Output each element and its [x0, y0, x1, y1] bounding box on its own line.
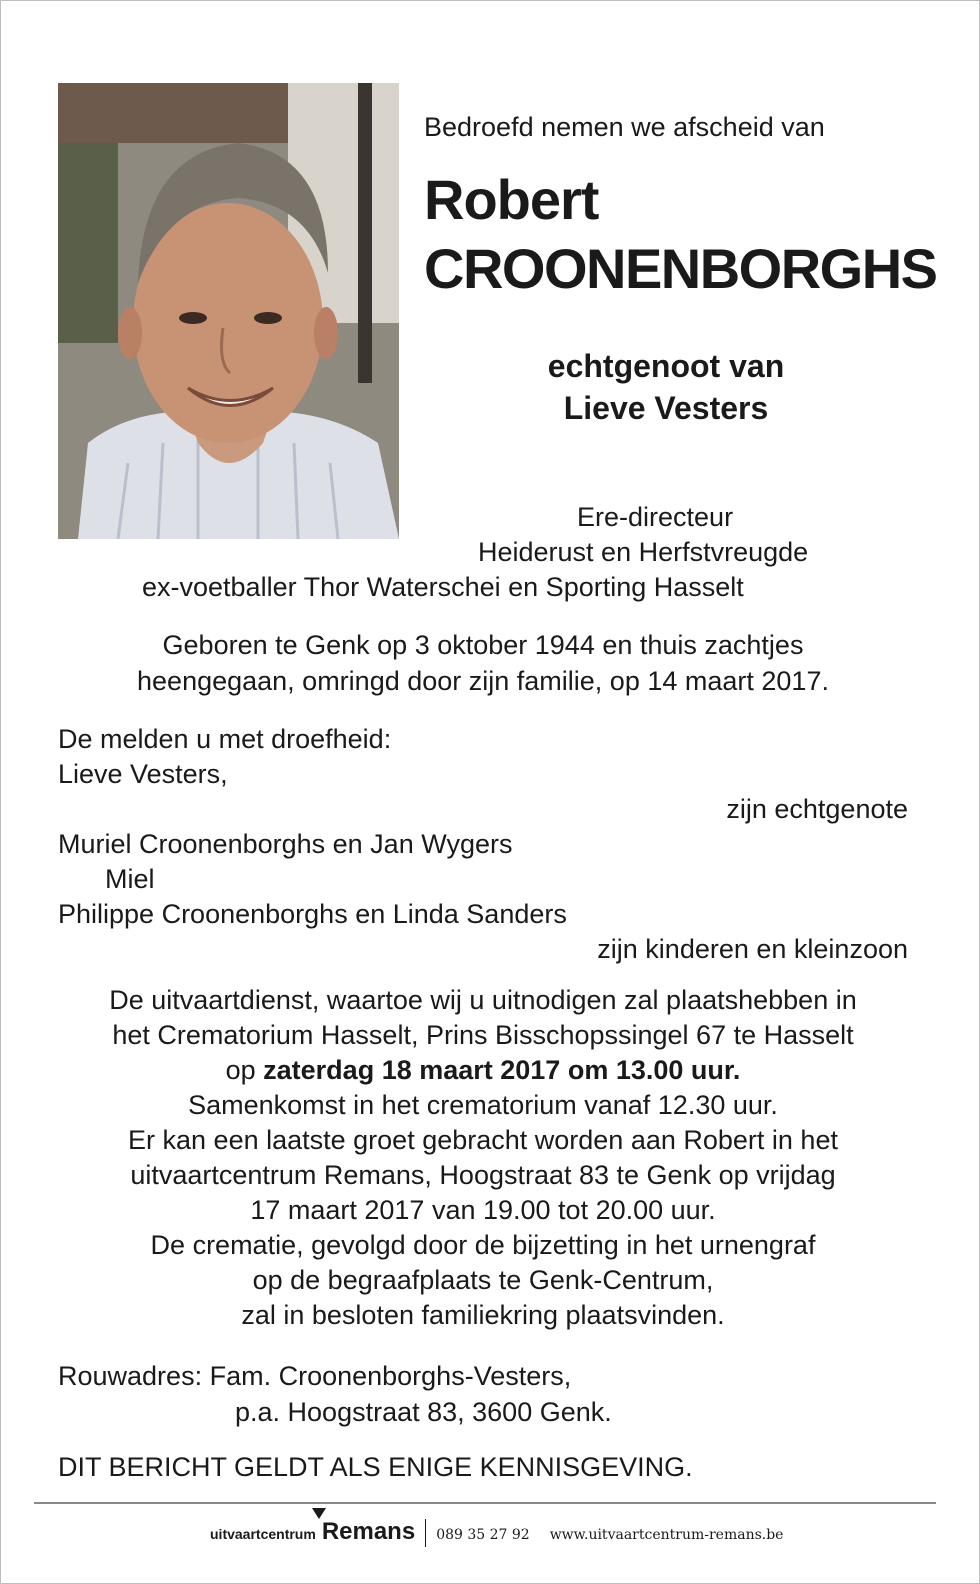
spouse-line2: Lieve Vesters [563, 390, 769, 426]
address-line1: Rouwadres: Fam. Croonenborghs-Vesters, [58, 1361, 572, 1391]
footer [210, 1518, 783, 1548]
family-children-role: zijn kinderen en kleinzoon [597, 934, 908, 964]
service-line: op de begraafplaats te Genk-Centrum, [252, 1265, 714, 1295]
family-intro: De melden u met droefheid: [58, 724, 392, 754]
service-date: zaterdag 18 maart 2017 om 13.00 uur. [263, 1055, 741, 1085]
notice-text: DIT BERICHT GELDT ALS ENIGE KENNISGEVING. [58, 1452, 693, 1482]
birth-line2: heengegaan, omringd door zijn familie, op 14 maart 2017. [137, 666, 829, 696]
family-spouse-name: Lieve Vesters, [58, 759, 228, 789]
title-line: ex-voetballer Thor Waterschei en Sporting Hasselt [142, 572, 744, 602]
intro-text: Bedroefd nemen we afscheid van [424, 112, 825, 142]
spouse-line1: echtgenoot van [547, 348, 785, 384]
footer-website: www.uitvaartcentrum-remans.be [549, 1527, 784, 1543]
footer-prefix: uitvaartcentrum [210, 1526, 316, 1542]
service-line: uitvaartcentrum Remans, Hoogstraat 83 te Genk op vrijdag [130, 1160, 836, 1190]
service-line: Samenkomst in het crematorium vanaf 12.30 uur. [188, 1090, 778, 1120]
birth-text [58, 627, 908, 699]
title-line: Heiderust en Herfstvreugde [478, 537, 809, 567]
family-spouse-role: zijn echtgenote [726, 794, 908, 824]
family-list [58, 722, 908, 967]
service-date-prefix: op [225, 1055, 256, 1085]
title-line: Ere-directeur [577, 502, 734, 532]
family-child2: Philippe Croonenborghs en Linda Sanders [58, 899, 567, 929]
service-info [58, 983, 908, 1333]
family-grandchild: Miel [105, 864, 155, 894]
birth-line1: Geboren te Genk op 3 oktober 1944 en thuis zachtjes [162, 630, 804, 660]
portrait-photo [58, 83, 399, 539]
service-line: 17 maart 2017 van 19.00 tot 20.00 uur. [250, 1195, 716, 1225]
footer-brand: Remans [321, 1518, 416, 1545]
spouse-block [424, 345, 908, 429]
service-line: Er kan een laatste groet gebracht worden aan Robert in het [128, 1125, 838, 1155]
service-line: De uitvaartdienst, waartoe wij u uitnodigen zal plaatshebben in [109, 985, 857, 1015]
service-line: De crematie, gevolgd door de bijzetting in het urnengraf [150, 1230, 816, 1260]
address-line2: p.a. Hoogstraat 83, 3600 Genk. [235, 1397, 612, 1427]
service-line: zal in besloten familiekring plaatsvinden. [241, 1300, 725, 1330]
deceased-last-name: CROONENBORGHS [424, 237, 937, 300]
family-child1: Muriel Croonenborghs en Jan Wygers [58, 829, 513, 859]
deceased-first-name: Robert [424, 168, 599, 231]
footer-separator [425, 1519, 426, 1547]
footer-divider [34, 1502, 936, 1504]
mourning-address [58, 1358, 908, 1430]
service-date-line [58, 1053, 908, 1088]
service-line: het Crematorium Hasselt, Prins Bisschopssingel 67 te Hasselt [112, 1020, 854, 1050]
footer-phone: 089 35 27 92 [436, 1527, 530, 1543]
